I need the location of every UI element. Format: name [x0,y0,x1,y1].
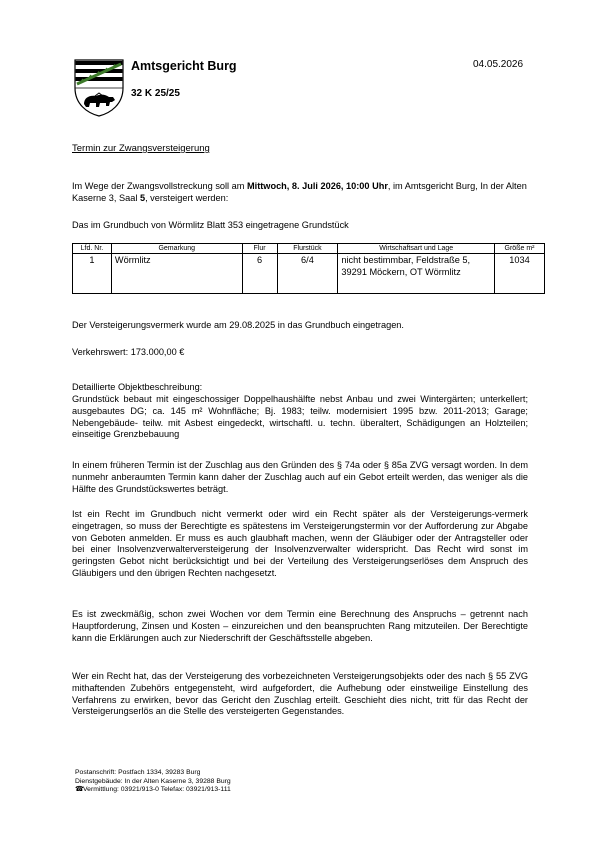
footer-phone: Vermittlung: 03921/913-0 Telefax: 03921/913-111 [83,786,231,793]
column-header: Flurstück [277,244,338,254]
intro-middle: , im Amtsgericht Burg, In der Alten Kaserne 3, Saal [72,181,527,203]
berechnung-paragraph: Es ist zweckmäßig, schon zwei Wochen vor dem Termin eine Berechnung des Anspruchs – getrennt nach Hauptforderung, Zinsen und Kosten – einzureichen und den beanspruchten Rang mitzuteilen. Der Berechtigte kann die Erklärungen auch zur Niederschrift der Geschäftsstelle abgeben. [72,609,528,643]
description-paragraph: Grundstück bebaut mit eingeschossiger Doppelhaushälfte nebst Anbau und zwei Wintergärten; unterkellert; ausgebautes DG; ca. 145 m² Wohnfläche; Bj. 1983; teilw. modernisiert 1995 bzw. 2011-2013; Garage; Nebengebäude- teilw. mit Asbest eingedeckt, wirtschaftl. u. techn. überaltert, Schädigungen an Holzteilen; einseitige Grenzbebauung [72,394,528,440]
vermerk-line: Der Versteigerungsvermerk wurde am 29.08.2025 in das Grundbuch eingetragen. [72,320,404,330]
rechte-paragraph: Ist ein Recht im Grundbuch nicht vermerkt oder wird ein Recht später als der Versteigerungs-vermerk eingetragen, so muss der Berechtigte es spätestens im Versteigerungstermin vor der Aufforderung zur Abgabe von Geboten anmelden. Er muss es auch glaubhaft machen, wenn der Gläubiger oder der Antragsteller oder bei einer Insolvenzverwalterversteigerung der Insolvenzverwalter widerspricht. Das Recht wird sonst im geringsten Gebot nicht berücksichtigt und bei der Verteilung des Versteigerungserlöses dem Anspruch des Gläubigers und den übrigen Rechten nachgesetzt. [72,509,528,578]
column-header: Flur [242,244,277,254]
table-cell: nicht bestimmbar, Feldstraße 5, 39291 Möckern, OT Wörmlitz [338,254,495,294]
document-date: 04.05.2026 [473,59,524,70]
table-cell: 1034 [495,254,545,294]
intro-prefix: Im Wege der Zwangsvollstreckung soll am [72,181,247,191]
phone-icon: ☎ [75,786,84,793]
table-header-row [73,244,545,254]
room-number: 5 [139,192,146,203]
register-line: Das im Grundbuch von Wörmlitz Blatt 353 eingetragene Grundstück [72,220,349,230]
column-header: Lfd. Nr. [73,244,112,254]
einstellung-paragraph: Wer ein Recht hat, das der Versteigerung des vorbezeichneten Versteigerungsobjekts oder des nach § 55 ZVG mithaftenden Zubehörs entgegensteht, wird aufgefordert, die Aufhebung oder einstweilige Einstellung des Verfahrens zu erwirken, bevor das Gericht den Zuschlag erteilt. Geschieht dies nicht, tritt für das Recht der Versteigerungserlös an die Stelle des versteigerten Gegenstandes. [72,671,528,717]
intro-suffix: , versteigert werden: [145,192,229,203]
footer [75,769,231,795]
court-name: Amtsgericht Burg [131,59,237,73]
column-header: Gemarkung [111,244,242,254]
zuschlag-paragraph: In einem früheren Termin ist der Zuschlag aus den Gründen des § 74a oder § 85a ZVG versagt worden. In dem nunmehr anberaumten Termin kann daher der Zuschlag auch auf ein Gebot erteilt werden, das weniger als die Hälfte des Grundstückswertes beträgt. [72,460,528,494]
case-number: 32 K 25/25 [131,88,180,99]
table-cell: Wörmlitz [111,254,242,294]
auction-date: Mittwoch, 8. Juli 2026, 10:00 Uhr [246,181,388,191]
column-header: Wirtschaftsart und Lage [338,244,495,254]
property-table [72,243,545,294]
footer-phone-row [75,786,231,795]
verkehrswert-line: Verkehrswert: 173.000,00 € [72,347,185,357]
table-cell: 6 [242,254,277,294]
intro-paragraph [72,181,528,205]
footer-building-address: Dienstgebäude: In der Alten Kaserne 3, 39288 Burg [75,777,231,785]
table-cell: 6/4 [277,254,338,294]
column-header: Größe m² [495,244,545,254]
table-cell: 1 [73,254,112,294]
footer-postal-address: Postanschrift: Postfach 1334, 39283 Burg [75,769,201,776]
description-label: Detaillierte Objektbeschreibung: [72,382,203,392]
table-row [73,254,545,294]
coat-of-arms-icon [73,58,125,118]
document-title: Termin zur Zwangsversteigerung [72,143,210,154]
